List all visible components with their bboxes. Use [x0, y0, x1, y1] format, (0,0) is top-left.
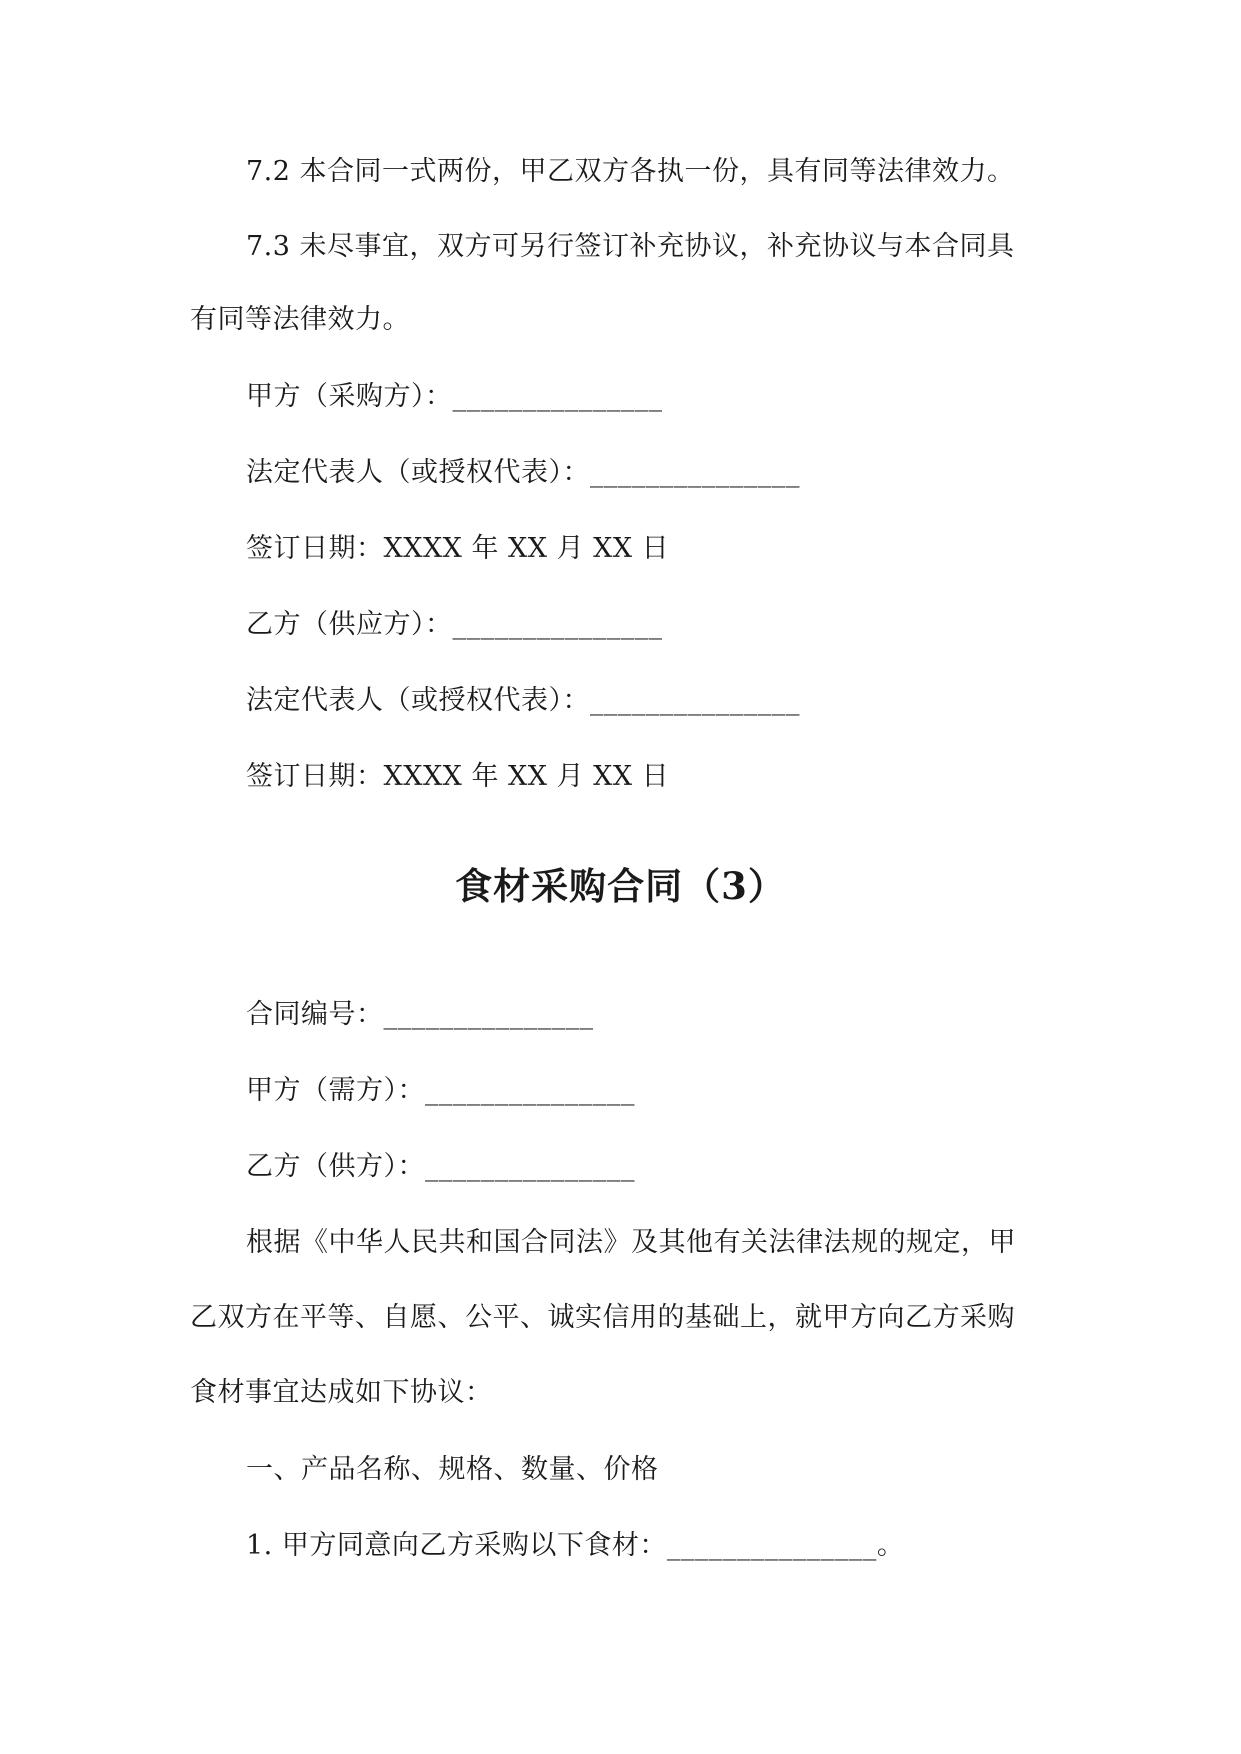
intro-line-3: 食材事宜达成如下协议：: [190, 1377, 493, 1408]
party-a-demand: 甲方（需方）：_______________: [246, 1075, 635, 1106]
party-a-sign-date: 签订日期：XXXX 年 XX 月 XX 日: [246, 533, 670, 564]
section-heading-1: 一、产品名称、规格、数量、价格: [246, 1454, 659, 1485]
party-b-supplier: 乙方（供应方）：_______________: [246, 609, 663, 640]
item-1: 1. 甲方同意向乙方采购以下食材：_______________。: [246, 1530, 905, 1561]
clause-7-3-line1: 7.3 未尽事宜，双方可另行签订补充协议，补充协议与本合同具: [246, 231, 1015, 262]
party-b-supply: 乙方（供方）：_______________: [246, 1151, 635, 1182]
contract-number: 合同编号：_______________: [246, 999, 594, 1030]
party-a-purchaser: 甲方（采购方）：_______________: [246, 381, 663, 412]
intro-line-2: 乙双方在平等、自愿、公平、诚实信用的基础上，就甲方向乙方采购: [190, 1302, 1015, 1333]
intro-line-1: 根据《中华人民共和国合同法》及其他有关法律法规的规定，甲: [246, 1227, 1016, 1258]
party-b-sign-date: 签订日期：XXXX 年 XX 月 XX 日: [246, 761, 670, 792]
party-b-representative: 法定代表人（或授权代表）：_______________: [246, 685, 800, 716]
party-a-representative: 法定代表人（或授权代表）：_______________: [246, 457, 800, 488]
clause-7-3-line2: 有同等法律效力。: [190, 304, 410, 335]
contract-title: 食材采购合同（3）: [455, 864, 786, 908]
clause-7-2: 7.2 本合同一式两份，甲乙双方各执一份，具有同等法律效力。: [246, 156, 1015, 187]
